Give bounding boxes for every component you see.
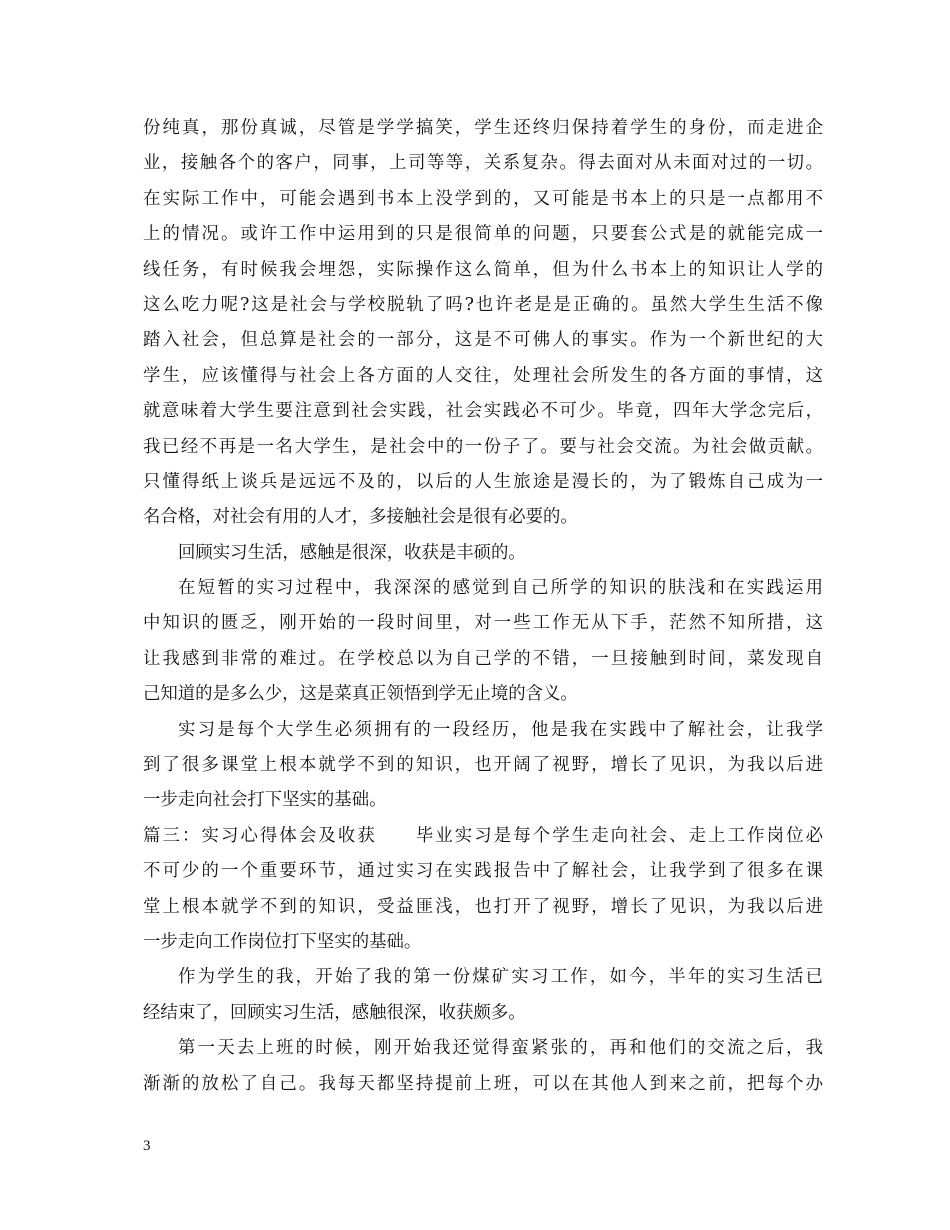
text-line: 线任务，有时候我会埋怨，实际操作这么简单，但为什么书本上的知识让人学的 bbox=[143, 259, 823, 280]
text-line: 作为学生的我，开始了我的第一份煤矿实习工作，如今，半年的实习生活已 bbox=[178, 967, 823, 988]
text-line: 渐渐的放松了自己。我每天都坚持提前上班，可以在其他人到来之前，把每个办 bbox=[143, 1073, 823, 1094]
text-line: 这么吃力呢?这是社会与学校脱轨了吗?也许老是是正确的。虽然大学生生活不像 bbox=[143, 294, 823, 315]
text-line: 第一天去上班的时候，刚开始我还觉得蛮紧张的，再和他们的交流之后，我 bbox=[178, 1038, 823, 1059]
text-line: 在实际工作中，可能会遇到书本上没学到的，又可能是书本上的只是一点都用不 bbox=[143, 188, 823, 209]
text-line: 让我感到非常的难过。在学校总以为自己学的不错，一旦接触到时间，菜发现自 bbox=[143, 648, 823, 669]
text-line: 学生，应该懂得与社会上各方面的人交往，处理社会所发生的各方面的事情，这 bbox=[143, 365, 823, 386]
text-line: 篇三：实习心得体会及收获 毕业实习是每个学生走向社会、走上工作岗位必 bbox=[143, 825, 823, 846]
text-line: 堂上根本就学不到的知识，受益匪浅，也打开了视野，增长了见识，为我以后进 bbox=[143, 896, 823, 917]
text-line: 踏入社会，但总算是社会的一部分，这是不可佛人的事实。作为一个新世纪的大 bbox=[143, 330, 823, 351]
text-line: 回顾实习生活，感触是很深，收获是丰硕的。 bbox=[178, 542, 526, 563]
text-line: 己知道的是多么少，这是菜真正领悟到学无止境的含义。 bbox=[143, 684, 578, 705]
text-line: 经结束了，回顾实习生活，感触很深，收获颇多。 bbox=[143, 1002, 526, 1023]
text-line: 在短暂的实习过程中，我深深的感觉到自己所学的知识的肤浅和在实践运用 bbox=[178, 578, 823, 599]
text-line: 上的情况。或许工作中运用到的只是很简单的问题，只要套公式是的就能完成一 bbox=[143, 224, 823, 245]
text-line: 中知识的匮乏，刚开始的一段时间里，对一些工作无从下手，茫然不知所措，这 bbox=[143, 613, 823, 634]
page-number: 3 bbox=[143, 1138, 151, 1154]
text-line: 业，接触各个的客户，同事，上司等等，关系复杂。得去面对从未面对过的一切。 bbox=[143, 153, 823, 174]
text-line: 我已经不再是一名大学生，是社会中的一份子了。要与社会交流。为社会做贡献。 bbox=[143, 436, 823, 457]
text-line: 份纯真，那份真诚，尽管是学学搞笑，学生还终归保持着学生的身份，而走进企 bbox=[143, 118, 823, 138]
text-line: 实习是每个大学生必须拥有的一段经历，他是我在实践中了解社会，让我学 bbox=[178, 719, 823, 740]
text-line: 一步走向社会打下坚实的基础。 bbox=[143, 790, 387, 811]
text-line: 不可少的一个重要环节，通过实习在实践报告中了解社会，让我学到了很多在课 bbox=[143, 861, 823, 882]
text-line: 只懂得纸上谈兵是远远不及的，以后的人生旅途是漫长的，为了锻炼自己成为一 bbox=[143, 471, 823, 492]
text-line: 到了很多课堂上根本就学不到的知识，也开阔了视野，增长了见识，为我以后进 bbox=[143, 755, 823, 776]
text-line: 名合格，对社会有用的人才，多接触社会是很有必要的。 bbox=[143, 507, 578, 528]
text-line: 就意味着大学生要注意到社会实践，社会实践必不可少。毕竟，四年大学念完后， bbox=[143, 401, 823, 422]
text-line: 一步走向工作岗位打下坚实的基础。 bbox=[143, 931, 422, 952]
body-text bbox=[143, 111, 823, 1102]
